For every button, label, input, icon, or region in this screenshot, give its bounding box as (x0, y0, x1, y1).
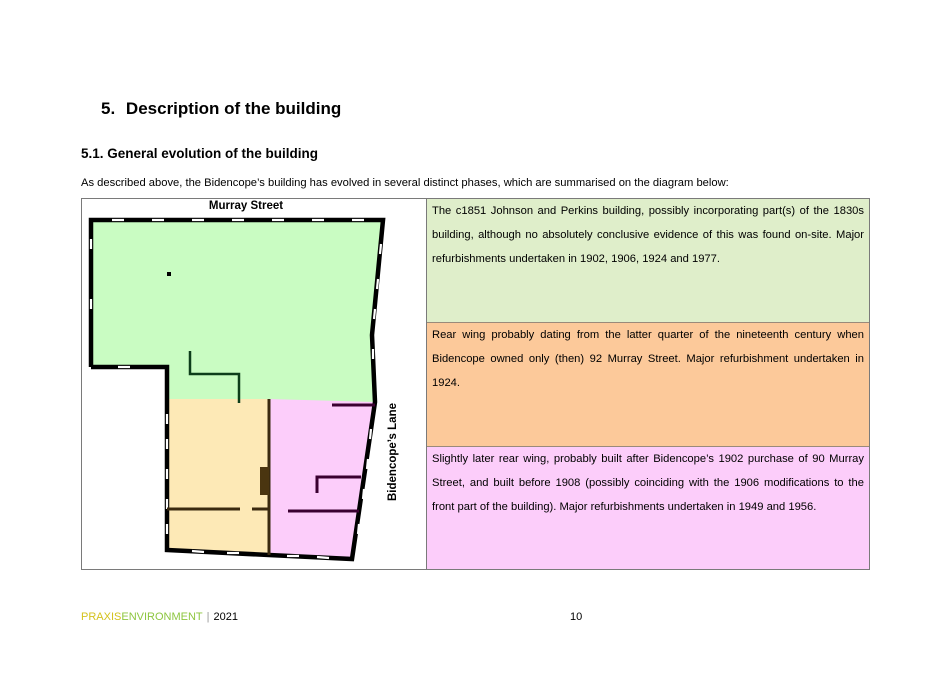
subsection-heading: 5.1. General evolution of the building (81, 146, 319, 161)
street-label-side: Bidencope’s Lane (387, 403, 399, 501)
column-marker (167, 272, 171, 276)
section-title: Description of the building (125, 99, 342, 118)
phase-description-3: Slightly later rear wing, probably built after Bidencope’s 1902 purchase of 90 Murray Street, and built before 1908 (possibly coinciding with the 1906 modifications to the front part of the building). Major refurbishments undertaken in 1949 and 1956. (427, 447, 869, 569)
page-number: 10 (570, 611, 583, 623)
phase-description-2: Rear wing probably dating from the latter quarter of the nineteenth century when Bidencope owned only (then) 92 Murray Street. Major refurbishment undertaken in 1924. (427, 323, 869, 447)
brand-praxis: PRAXIS (81, 611, 122, 623)
footer-separator: | (206, 611, 210, 623)
street-label-top: Murray Street (208, 200, 284, 212)
floor-plan-svg (82, 199, 426, 569)
footer-year: 2021 (213, 611, 238, 623)
phase3-area (269, 399, 375, 559)
step-wall (91, 367, 167, 399)
building-phase-diagram (82, 199, 426, 569)
intro-paragraph: As described above, the Bidencope’s building has evolved in several distinct phases, which are summarised on the diagram below: (81, 177, 729, 189)
phase2-area (167, 399, 269, 555)
brand-environment: ENVIRONMENT (121, 611, 203, 623)
phase-description-1: The c1851 Johnson and Perkins building, possibly incorporating part(s) of the 1830s building, although no absolutely conclusive evidence of this was found on-site. Major refurbishments undertaken in 1902, 1906, 1924 and 1977. (427, 199, 869, 323)
section-heading (101, 99, 341, 119)
footer-brand (81, 611, 238, 623)
chimney-block (260, 467, 269, 495)
section-number: 5. (101, 99, 116, 118)
